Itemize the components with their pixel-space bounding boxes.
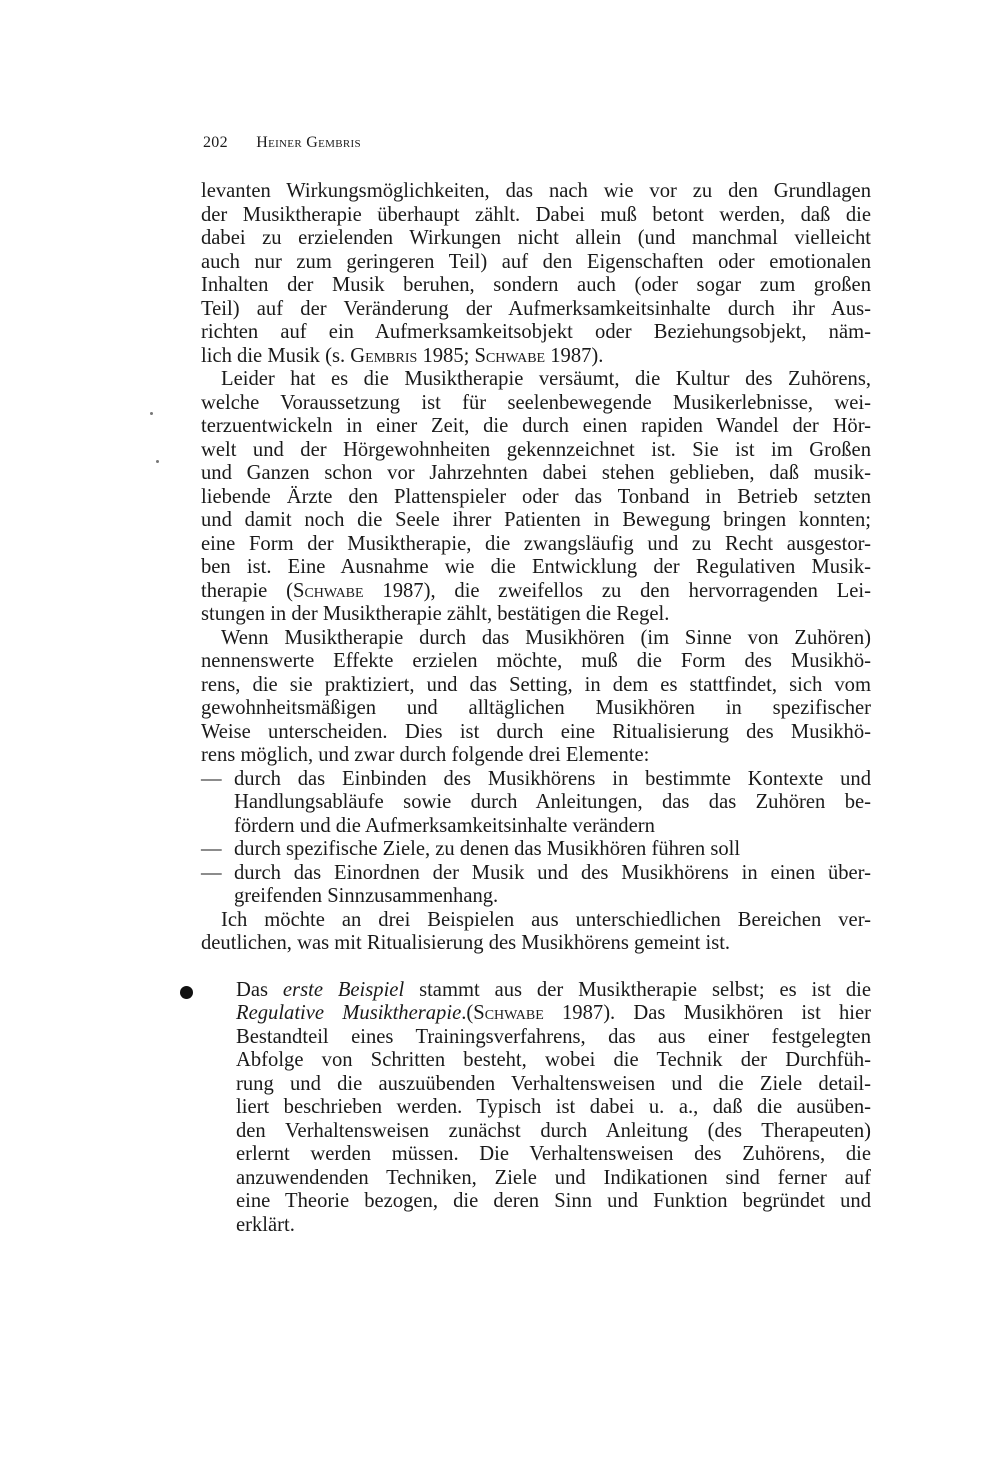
paragraph-1	[201, 180, 871, 368]
emphasis: erste Beispiel	[282, 978, 405, 1001]
text-line: erklärt.	[236, 1213, 295, 1236]
text-line: der Musiktherapie überhaupt zählt. Dabei muß betont werden, daß die	[201, 203, 871, 226]
text-line: gewohnheitsmäßigen und alltäglichen Musikhören in spezifischer	[201, 697, 871, 719]
text-line: anzuwendenden Techniken, Ziele und Indikationen sind ferner auf	[236, 1166, 871, 1189]
text-run: therapie (	[201, 579, 293, 602]
running-header	[203, 134, 361, 152]
text-run: 1987), die zweifellos zu den hervorragenden Lei-	[363, 579, 871, 602]
list-item	[201, 838, 871, 862]
text-line: durch das Einordnen der Musik und des Musikhörens in einen über-	[234, 861, 871, 884]
text-run: 1987). Das Musikhören ist hier	[543, 1002, 872, 1024]
text-run: 1985;	[417, 344, 475, 367]
text-line: liert beschrieben werden. Typisch ist dabei u. a., daß die ausüben-	[236, 1096, 871, 1118]
text-line: Ich möchte an drei Beispielen aus unterschiedlichen Bereichen ver-	[221, 908, 871, 931]
text-line: Inhalten der Musik beruhen, sondern auch (oder sogar zum großen	[201, 274, 871, 296]
scan-speck	[150, 412, 153, 415]
text-line: durch spezifische Ziele, zu denen das Musikhören führen soll	[234, 838, 741, 860]
text-line: den Verhaltensweisen zunächst durch Anleitung (des Therapeuten)	[236, 1119, 871, 1142]
body-text	[201, 180, 871, 1237]
scan-speck	[156, 460, 159, 463]
bullet-icon	[180, 986, 193, 999]
text-run: lich die Musik (s.	[201, 344, 351, 367]
emphasis: Regulative Musiktherapie	[236, 1002, 462, 1024]
text-line: Handlungsabläufe sowie durch Anleitungen, das das Zuhören be-	[234, 791, 871, 813]
text-line	[236, 1002, 871, 1026]
text-line: rung und die auszuübenden Verhaltensweisen und die Ziele detail-	[236, 1072, 871, 1095]
paragraph-3	[201, 627, 871, 768]
dash-marker: —	[201, 767, 222, 790]
text-line: durch das Einbinden des Musikhörens in bestimmte Kontexte und	[234, 767, 871, 790]
text-line: liebende Ärzte den Plattenspieler oder das Tonband in Betrieb setzten	[201, 485, 871, 508]
list-item	[201, 768, 871, 839]
text-line: stungen in der Musiktherapie zählt, bestätigen die Regel.	[201, 603, 670, 625]
text-line: ben ist. Eine Ausnahme wie die Entwicklung der Regulativen Musik-	[201, 556, 871, 578]
element-list	[201, 768, 871, 909]
text-line: auch nur zum geringeren Teil) auf den Eigenschaften oder emotionalen	[201, 250, 871, 273]
citation-author: Gembris	[350, 344, 418, 367]
citation-author: Schwabe	[474, 344, 546, 367]
text-line	[201, 345, 871, 369]
text-line: Abfolge von Schritten besteht, wobei die Technik der Durchfüh-	[236, 1049, 871, 1071]
text-line: und damit noch die Seele ihrer Patienten in Bewegung bringen konnten;	[201, 509, 871, 531]
text-run: stammt aus der Musiktherapie selbst; es ist die	[404, 978, 871, 1001]
page-number: 202	[203, 134, 228, 151]
running-header-author: Heiner Gembris	[256, 134, 361, 151]
text-line: richten auf ein Aufmerksamkeitsobjekt oder Beziehungsobjekt, näm-	[201, 321, 871, 343]
text-line: welt und der Hörgewohnheiten gekennzeichnet ist. Sie ist im Großen	[201, 438, 871, 461]
text-line	[201, 580, 871, 604]
text-line: eine Form der Musiktherapie, die zwangsläufig und zu Recht ausgestor-	[201, 532, 871, 555]
text-line: Weise unterscheiden. Dies ist durch eine Ritualisierung des Musikhö-	[201, 720, 871, 743]
text-run: .(	[461, 1002, 474, 1024]
section-gap	[201, 956, 871, 979]
text-run: Das	[236, 978, 283, 1001]
text-line: deutlichen, was mit Ritualisierung des Musikhörens gemeint ist.	[201, 932, 731, 954]
text-line: nennenswerte Effekte erzielen möchte, muß die Form des Musikhö-	[201, 650, 871, 672]
text-line: levanten Wirkungsmöglichkeiten, das nach wie vor zu den Grundlagen	[201, 180, 871, 202]
citation-author: Schwabe	[473, 1002, 544, 1024]
citation-author: Schwabe	[293, 579, 364, 602]
text-line: rens möglich, und zwar durch folgende drei Elemente:	[201, 744, 650, 766]
text-line: Teil) auf der Veränderung der Aufmerksamkeitsinhalte durch ihr Aus-	[201, 297, 871, 320]
text-line: rens, die sie praktiziert, und das Setting, in dem es stattfindet, sich vom	[201, 673, 871, 696]
text-line: Wenn Musiktherapie durch das Musikhören (im Sinne von Zuhören)	[221, 626, 871, 649]
paragraph-4	[201, 909, 871, 956]
text-line	[236, 979, 871, 1003]
dash-marker: —	[201, 838, 222, 860]
text-run: 1987).	[545, 344, 604, 367]
example-paragraph	[201, 979, 871, 1238]
text-line: und Ganzen schon vor Jahrzehnten dabei stehen geblieben, daß musik-	[201, 462, 871, 484]
text-line: greifenden Sinnzusammenhang.	[234, 885, 499, 907]
text-line: terzuentwickeln in einer Zeit, die durch einen rapiden Wandel der Hör-	[201, 415, 871, 437]
paragraph-2	[201, 368, 871, 627]
text-line: Leider hat es die Musiktherapie versäumt, die Kultur des Zuhörens,	[221, 368, 871, 390]
text-line: erlernt werden müssen. Die Verhaltensweisen des Zuhörens, die	[236, 1143, 871, 1165]
text-line: fördern und die Aufmerksamkeitsinhalte verändern	[234, 814, 655, 837]
text-line: eine Theorie bezogen, die deren Sinn und Funktion begründet und	[236, 1190, 871, 1212]
list-item	[201, 862, 871, 909]
text-line: Bestandteil eines Trainingsverfahrens, das aus einer festgelegten	[236, 1025, 871, 1048]
text-line: dabei zu erzielenden Wirkungen nicht allein (und manchmal vielleicht	[201, 227, 871, 249]
text-line: welche Voraussetzung ist für seelenbewegende Musikerlebnisse, wei-	[201, 391, 871, 414]
dash-marker: —	[201, 861, 222, 884]
